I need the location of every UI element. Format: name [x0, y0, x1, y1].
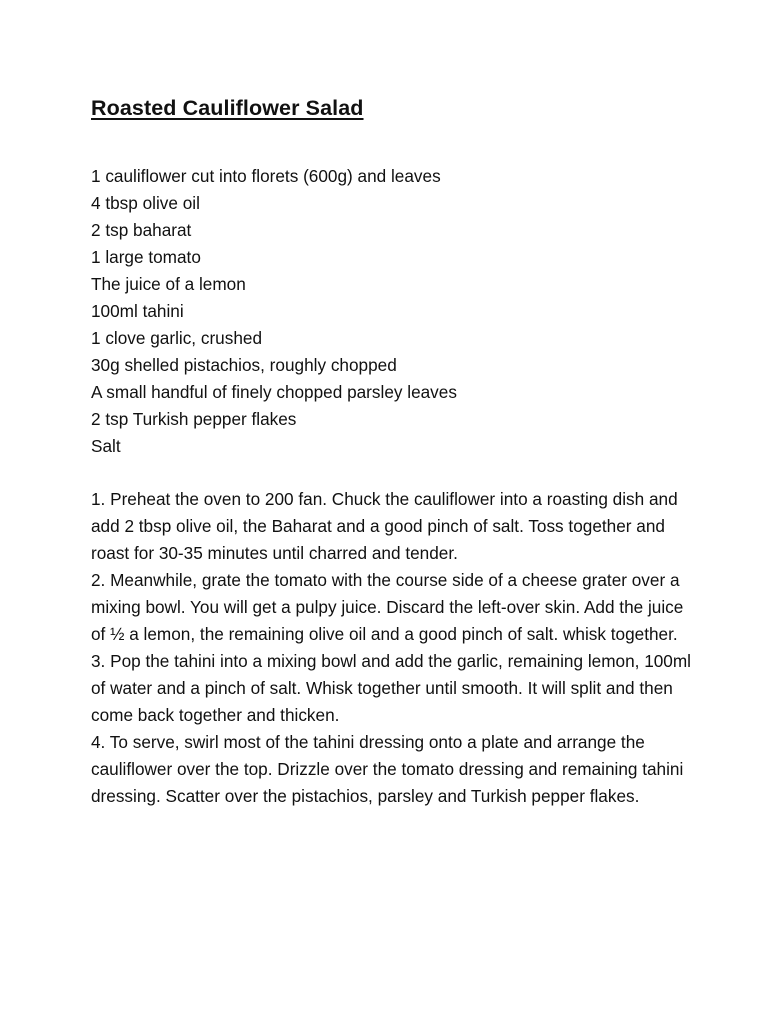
- recipe-document: [91, 94, 692, 806]
- ingredient-item: 1 large tomato: [91, 247, 201, 267]
- ingredient-list: [91, 163, 457, 460]
- ingredient-item: 30g shelled pistachios, roughly chopped: [91, 355, 397, 375]
- ingredient-item: The juice of a lemon: [91, 274, 246, 294]
- ingredient-item: 1 clove garlic, crushed: [91, 328, 263, 348]
- recipe-title: Roasted Cauliflower Salad: [91, 96, 364, 120]
- ingredient-item: 4 tbsp olive oil: [91, 193, 200, 213]
- ingredient-item: A small handful of finely chopped parsley leaves: [91, 382, 457, 402]
- ingredient-item: Salt: [91, 436, 121, 456]
- method-step: 1. Preheat the oven to 200 fan. Chuck the cauliflower into a roasting dish and add 2 tbsp olive oil, the Baharat and a good pinch of salt. Toss together and roast for 30-35 minutes until charred and tender.: [91, 489, 678, 563]
- method-step: 3. Pop the tahini into a mixing bowl and add the garlic, remaining lemon, 100ml of water and a pinch of salt. Whisk together until smooth. It will split and then come back together and thicken.: [91, 651, 692, 725]
- ingredient-item: 2 tsp baharat: [91, 220, 192, 240]
- method-step: 2. Meanwhile, grate the tomato with the course side of a cheese grater over a mixing bowl. You will get a pulpy juice. Discard the left-over skin. Add the juice of ½ a lemon, the remaining olive oil and a good pinch of salt. whisk together.: [91, 570, 684, 644]
- method-steps: [91, 486, 691, 810]
- ingredient-item: 2 tsp Turkish pepper flakes: [91, 409, 297, 429]
- method-step: 4. To serve, swirl most of the tahini dressing onto a plate and arrange the cauliflower over the top. Drizzle over the tomato dressing and remaining tahini dressing. Scatter over the pistachios, parsley and Turkish pepper flakes.: [91, 732, 684, 806]
- ingredient-item: 1 cauliflower cut into florets (600g) and leaves: [91, 166, 441, 186]
- ingredient-item: 100ml tahini: [91, 301, 184, 321]
